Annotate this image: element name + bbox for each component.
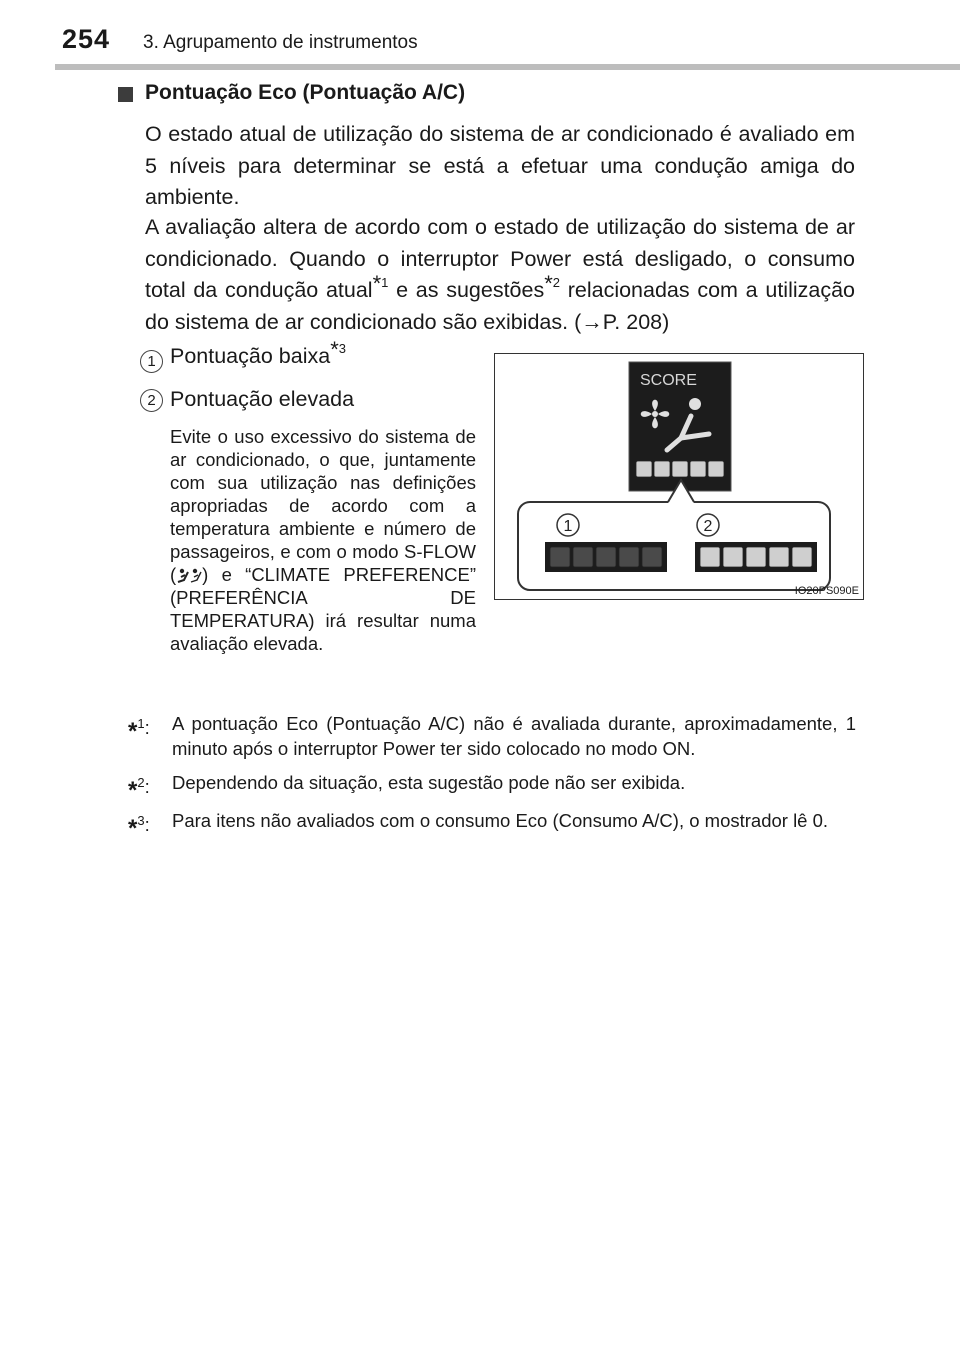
score-segment: [769, 547, 789, 567]
item-label-high-score: Pontuação elevada: [170, 387, 355, 411]
footnote-3-marker: *$^3$:: [128, 813, 150, 842]
section-title: Pontuação Eco (Pontuação A/C): [145, 81, 466, 104]
item-number-2: 2: [140, 389, 163, 412]
score-segment: [723, 547, 743, 567]
score-segment: [792, 547, 812, 567]
score-segment: [550, 547, 570, 567]
callout-2-label: 2: [703, 518, 713, 535]
intro-paragraph: O estado atual de utilização do sistema de ar condicionado é avaliado em 5 níveis para determinar se está a efetuar uma condução amiga do ambiente.: [145, 122, 855, 209]
score-segment: [708, 461, 724, 477]
header-rule: [55, 64, 960, 70]
score-segment: [746, 547, 766, 567]
footnote-ref-2: *2: [544, 270, 560, 296]
high-score-segments: [695, 542, 817, 572]
score-segment: [672, 461, 688, 477]
callout-1-label: 1: [563, 518, 573, 535]
score-segment: [700, 547, 720, 567]
figure-code: IO20PS090E: [794, 585, 859, 597]
score-segment: [690, 461, 706, 477]
score-screen-title: SCORE: [640, 372, 697, 389]
score-segment: [642, 547, 662, 567]
footnote-1-marker: *$^1$:: [128, 716, 150, 745]
score-segment: [654, 461, 670, 477]
section-square-icon: [118, 87, 133, 102]
footnote-2: [128, 770, 856, 804]
screen-score-segments: [636, 461, 724, 477]
score-segment: [636, 461, 652, 477]
page-number: 254: [62, 24, 111, 54]
footnote-ref-1: *1: [372, 270, 389, 296]
chapter-title: 3. Agrupamento de instrumentos: [143, 32, 418, 53]
score-segment: [619, 547, 639, 567]
footnote-2-marker: *$^2$:: [128, 775, 150, 804]
score-segment: [573, 547, 593, 567]
eco-score-illustration: [495, 354, 863, 599]
summary-paragraph: [145, 212, 855, 338]
s-flow-icon: [176, 566, 202, 582]
item-number-1: 1: [140, 350, 163, 373]
footnote-3-text: Para itens não avaliados com o consumo Eco (Consumo A/C), o mostrador lê 0.: [172, 810, 829, 831]
arrow-icon: →: [581, 309, 603, 334]
footnote-3: [128, 808, 856, 863]
page-reference-link[interactable]: P. 208): [602, 309, 670, 334]
item-description: Evite o uso excessivo do sistema de ar condicionado, o que, juntamente com sua utilização nas definições apropriadas de acordo com a temperatura ambiente e número de passageiros, e com o modo S-FLOW ( ) e “CLIMATE PREFERENCE” (PREFERÊNCIA DE TEMPERATURA) irá resultar numa avaliação elevada.: [170, 426, 476, 654]
score-segment: [596, 547, 616, 567]
footnote-1-text: A pontuação Eco (Pontuação A/C) não é avaliada durante, aproximadamente, 1 minuto após o interruptor Power ter sido colocado no modo ON.: [172, 713, 856, 759]
para2-text-c: relacionadas com a utilização do sistema de ar condicionado são exibidas. (: [145, 278, 855, 334]
eco-score-figure: [494, 353, 864, 600]
para2-text-b: e as sugestões: [388, 278, 545, 302]
low-score-segments: [545, 542, 667, 572]
footnote-2-text: Dependendo da situação, esta sugestão pode não ser exibida.: [172, 772, 686, 793]
item-label-low-score: Pontuação baixa$^{*3}$: [170, 336, 346, 368]
para2-text-a: A avaliação altera de acordo com o estado de utilização do sistema de ar condicionado. Quando o interruptor Power está desligado, o consumo total da condução atual: [145, 215, 855, 302]
footnote-ref-3: *3: [330, 336, 346, 362]
footnote-1: [128, 711, 856, 766]
